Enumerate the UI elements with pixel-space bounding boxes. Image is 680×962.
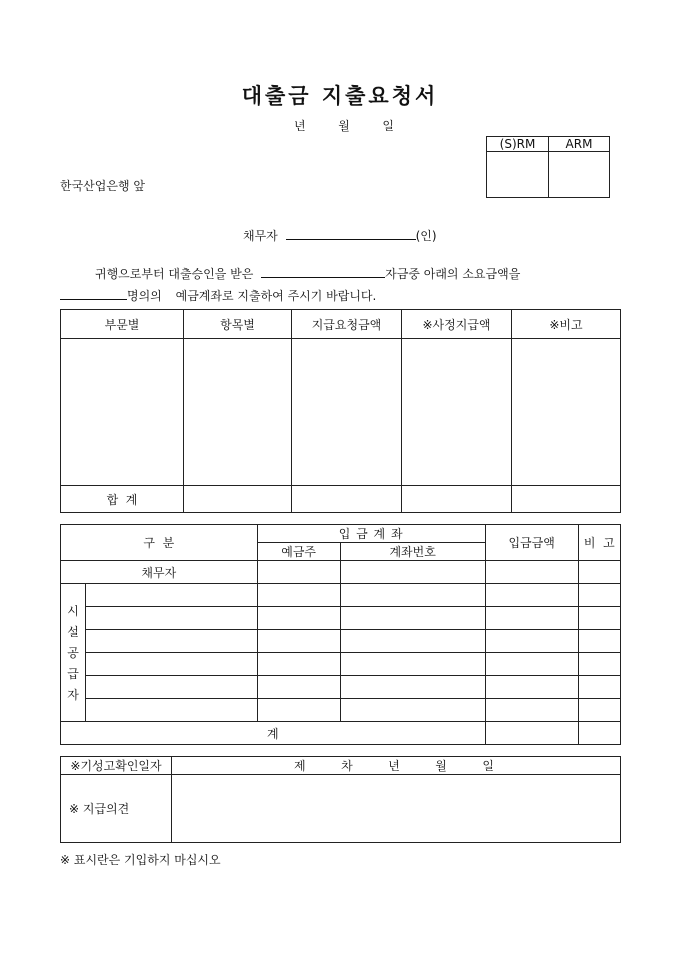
supplier-note[interactable] [578, 584, 620, 607]
account-total-note[interactable] [578, 722, 620, 745]
date-day: 일 [382, 119, 394, 133]
addressee: 한국산업은행 앞 [60, 179, 145, 193]
progress-confirm-date[interactable] [172, 757, 621, 775]
header-note: 비 고 [578, 525, 620, 561]
supplier-amount[interactable] [485, 630, 578, 653]
body-paragraph-line2 [60, 287, 376, 304]
date-line [294, 117, 394, 134]
supplier-depositor[interactable] [257, 607, 340, 630]
supplier-name[interactable] [86, 653, 258, 676]
supplier-account-number[interactable] [340, 676, 485, 699]
total-assessed-amount[interactable] [402, 486, 512, 513]
supplier-note[interactable] [578, 699, 620, 722]
supplier-depositor[interactable] [257, 699, 340, 722]
account-total-amount[interactable] [485, 722, 578, 745]
header-deposit-amount: 입금금액 [485, 525, 578, 561]
header-account-number: 계좌번호 [340, 543, 485, 561]
supplier-depositor[interactable] [257, 584, 340, 607]
sign-cell-srm[interactable] [487, 152, 549, 198]
supplier-amount[interactable] [485, 607, 578, 630]
body-text-3: 명의의 [127, 289, 162, 303]
confirm-day: 일 [482, 759, 494, 773]
debtor-note[interactable] [578, 561, 620, 584]
document-title: 대출금 지출요청서 [241, 83, 439, 108]
sign-col-srm: (S)RM [487, 137, 549, 152]
debtor-label: 채무자 [243, 229, 278, 243]
header-depositor: 예금주 [257, 543, 340, 561]
payment-opinion-field[interactable] [172, 775, 621, 843]
header-requested-amount: 지급요청금액 [292, 310, 402, 339]
cell-department[interactable] [61, 339, 184, 486]
total-label: 합 계 [61, 486, 184, 513]
supplier-amount[interactable] [485, 653, 578, 676]
total-remarks[interactable] [512, 486, 621, 513]
cell-remarks[interactable] [512, 339, 621, 486]
supplier-note[interactable] [578, 607, 620, 630]
supplier-char: 급 [67, 667, 79, 681]
header-assessed-amount: ※사정지급액 [402, 310, 512, 339]
supplier-amount[interactable] [485, 699, 578, 722]
supplier-account-number[interactable] [340, 653, 485, 676]
confirmation-table [60, 756, 621, 843]
total-requested-amount[interactable] [292, 486, 402, 513]
supplier-note[interactable] [578, 653, 620, 676]
confirm-month: 월 [435, 759, 447, 773]
supplier-name[interactable] [86, 584, 258, 607]
header-department: 부문별 [61, 310, 184, 339]
cell-item[interactable] [184, 339, 292, 486]
supplier-depositor[interactable] [257, 630, 340, 653]
footnote: ※ 표시란은 기입하지 마십시오 [60, 853, 221, 867]
supplier-char: 공 [67, 646, 79, 660]
approval-name-field[interactable] [261, 265, 385, 278]
supplier-amount[interactable] [485, 584, 578, 607]
debtor-depositor[interactable] [257, 561, 340, 584]
body-text-2: 자금중 아래의 소요금액을 [385, 267, 521, 281]
header-category: 구 분 [61, 525, 258, 561]
header-remarks: ※비고 [512, 310, 621, 339]
supplier-char: 시 [67, 604, 79, 618]
supplier-name[interactable] [86, 607, 258, 630]
account-holder-field[interactable] [60, 287, 127, 300]
supplier-account-number[interactable] [340, 699, 485, 722]
total-item[interactable] [184, 486, 292, 513]
cell-assessed-amount[interactable] [402, 339, 512, 486]
confirm-round-suffix: 차 [341, 759, 353, 773]
supplier-note[interactable] [578, 630, 620, 653]
seal-mark: (인) [415, 229, 437, 243]
supplier-char: 설 [67, 625, 79, 639]
payment-opinion-label: ※ 지급의견 [61, 775, 172, 843]
supplier-amount[interactable] [485, 676, 578, 699]
supplier-account-number[interactable] [340, 630, 485, 653]
account-total-label: 계 [61, 722, 486, 745]
supplier-name[interactable] [86, 699, 258, 722]
date-month: 월 [338, 119, 350, 133]
supplier-label [61, 584, 86, 722]
body-paragraph-line1 [95, 265, 520, 282]
header-deposit-account: 입 금 계 좌 [257, 525, 485, 543]
sign-cell-arm[interactable] [549, 152, 610, 198]
date-year: 년 [294, 119, 306, 133]
confirm-round-prefix: 제 [294, 759, 306, 773]
supplier-name[interactable] [86, 630, 258, 653]
supplier-account-number[interactable] [340, 584, 485, 607]
debtor-account-number[interactable] [340, 561, 485, 584]
account-table [60, 524, 621, 745]
debtor-amount[interactable] [485, 561, 578, 584]
request-table [60, 309, 621, 513]
header-item: 항목별 [184, 310, 292, 339]
supplier-depositor[interactable] [257, 676, 340, 699]
sign-col-arm: ARM [549, 137, 610, 152]
progress-confirm-label: ※기성고확인일자 [61, 757, 172, 775]
supplier-depositor[interactable] [257, 653, 340, 676]
supplier-char: 자 [67, 688, 79, 702]
debtor-line [243, 227, 437, 244]
approval-sign-box [486, 136, 610, 198]
body-text-4: 예금계좌로 지출하여 주시기 바랍니다. [175, 289, 377, 303]
debtor-name-field[interactable] [286, 227, 416, 240]
supplier-note[interactable] [578, 676, 620, 699]
row-debtor-label: 채무자 [61, 561, 258, 584]
cell-requested-amount[interactable] [292, 339, 402, 486]
supplier-name[interactable] [86, 676, 258, 699]
body-text-1: 귀행으로부터 대출승인을 받은 [95, 267, 254, 281]
confirm-year: 년 [388, 759, 400, 773]
supplier-account-number[interactable] [340, 607, 485, 630]
